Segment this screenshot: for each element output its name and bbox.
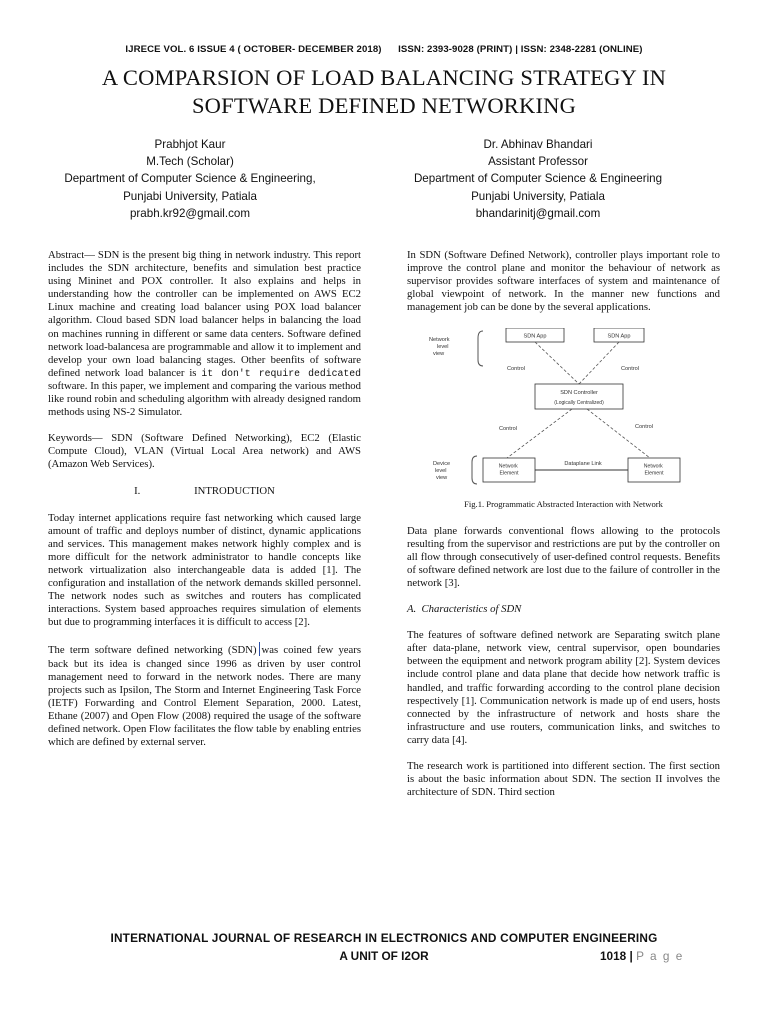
device-level-view-line2: level <box>435 468 447 475</box>
sdn-diagram <box>407 328 720 490</box>
abstract-text-b: software. In this paper, we implement and comparing the various method like round robin and scheduling algorithm with already designed random methods using NS-2 Simulator. <box>48 379 361 419</box>
network-element-1-line1: Network <box>498 463 518 470</box>
author-email: prabh.kr92@gmail.com <box>129 206 251 220</box>
footer-page-number <box>600 949 684 963</box>
network-element-label-1 <box>499 464 519 477</box>
network-level-view-line1: Network <box>429 337 450 344</box>
footer-journal-name: INTERNATIONAL JOURNAL OF RESEARCH IN ELECTRONICS AND COMPUTER ENGINEERING <box>110 931 658 945</box>
section-title: INTRODUCTION <box>194 484 275 497</box>
device-level-view-line3: view <box>436 475 448 482</box>
page-footer <box>0 931 768 963</box>
control-link-ur <box>579 342 619 384</box>
intro-paragraph-1: Today internet applications require fast networking which caused large amount of traffic and deploys number of distinct, dynamic applications and services. This management makes network highly complex and is more difficult for the network administrator to handle concepts like network virtualization also interchangeable data is added [1]. The configuration and installation of the network demands skilled personnel. The network nodes such as switches and routers has complicated interactions. System based approaches requires simulation of elements but due to programming interfaces it is difficult to access [2]. <box>48 511 361 629</box>
section-heading-introduction <box>48 485 361 498</box>
right-paragraph-4: The research work is partitioned into different section. The first section is about the basic information about SDN. The section II involves the architecture of SDN. Third section <box>407 759 720 799</box>
author-1 <box>40 136 340 222</box>
author-role: M.Tech (Scholar) <box>146 155 234 169</box>
author-department: Department of Computer Science & Engineering, <box>64 172 316 186</box>
abstract <box>48 249 361 419</box>
network-level-view-label <box>429 337 451 357</box>
network-level-view-line3: view <box>433 351 445 358</box>
author-university: Punjabi University, Patiala <box>123 189 257 203</box>
sdn-controller-label: SDN Controller <box>560 390 598 397</box>
left-column <box>48 249 361 762</box>
author-role: Assistant Professor <box>488 155 588 169</box>
page-separator: | <box>629 949 633 963</box>
right-column <box>407 249 720 812</box>
sdn-controller-sublabel: (Logically Centralized) <box>554 400 604 407</box>
control-label-ur: Control <box>621 366 640 373</box>
keywords: Keywords— SDN (Software Defined Networking), EC2 (Elastic Compute Cloud), VLAN (Virtual Local Area network) and AWS (Amazon Web Services). <box>48 432 361 471</box>
network-element-1-line2: Element <box>499 470 519 477</box>
device-level-bracket <box>472 456 477 484</box>
page-word: P a g e <box>636 949 684 963</box>
right-paragraph-1: In SDN (Software Defined Network), controller plays important role to improve the control plane and monitor the behaviour of network as supervisor provides software interfaces of system and maintenance of global viewpoint of network. In the manner new functions and management job can be done by the several applications. <box>407 249 720 314</box>
sdn-app-label-2: SDN App <box>607 333 631 340</box>
footer-unit: A UNIT OF I2OR <box>339 949 429 963</box>
right-paragraph-2: Data plane forwards conventional flows allowing to the protocols resulting from the supervisor and restrictions are put by the controller on all flow through consecutively of user-defined control requests. Benefits of software defined network are lost due to the failure of controller in the network [3]. <box>407 524 720 589</box>
control-label-ll: Control <box>499 426 518 433</box>
intro-p2-text-a: The term software defined networking (SDN) <box>48 644 257 657</box>
title-line-1: A COMPARSION OF LOAD BALANCING STRATEGY IN <box>101 65 667 90</box>
control-label-ul: Control <box>507 366 526 373</box>
abstract-text-a: Abstract— SDN is the present big thing in network industry. This report includes the SDN architecture, benefits and simulation best practice using Mininet and POX controller. It also explains and helps in understanding how the controller can be implemented on AWS EC2 Linux machine and creating load balancer using POX load balancer algorithm. Cloud based SDN load balancer helps in balancing the load on machines running in different or same data centers. Software defined network load-balancesa are programmable and allow it to implement and develop your own load balancing stages. Other beenfits of software defined network load balancer is <box>48 249 361 379</box>
author-name: Dr. Abhinav Bhandari <box>483 138 593 151</box>
author-department: Department of Computer Science & Engineering <box>413 172 663 186</box>
control-link-ll <box>507 409 572 458</box>
device-level-view-label <box>433 461 452 481</box>
intro-p2-text-b: was coined few years back but its idea is changed since 1996 as driven by user control management need to forward in the network nodes. There are many projects such as Ipsilon, The Storm and Internet Engineering Task Force (IETF) Forwarding and Control Element Separation, 2000. Latest, Ethane (2007) and Open Flow (2008) required the usage of the software defined network. Open Flow facilitates the flow table by enabling entries which are defined by external server. <box>48 644 361 749</box>
subsection-heading: A. Characteristics of SDN <box>407 603 522 616</box>
network-element-2-line2: Element <box>644 470 664 477</box>
figure-caption: Fig.1. Programmatic Abstracted Interaction with Network <box>464 499 663 510</box>
author-2 <box>348 136 728 222</box>
sdn-architecture-figure <box>407 328 720 490</box>
network-element-label-2 <box>644 464 664 477</box>
control-label-lr: Control <box>635 424 654 431</box>
journal-header: IJRECE VOL. 6 ISSUE 4 ( OCTOBER- DECEMBER 2018) ISSN: 2393-9028 (PRINT) | ISSN: 2348-2281 (ONLINE) <box>125 44 643 55</box>
control-link-lr <box>587 409 650 458</box>
title-line-2: SOFTWARE DEFINED NETWORKING <box>191 93 577 118</box>
network-level-bracket <box>478 331 483 366</box>
text-cursor-mark <box>259 642 260 656</box>
intro-paragraph-2 <box>48 642 361 749</box>
page-number: 1018 <box>600 949 627 963</box>
paper-title <box>40 64 728 120</box>
network-level-view-line2: level <box>437 344 449 351</box>
author-email: bhandarinitj@gmail.com <box>475 206 601 220</box>
network-element-2-line1: Network <box>643 463 663 470</box>
dataplane-link-label: Dataplane Link <box>564 461 602 468</box>
author-university: Punjabi University, Patiala <box>471 189 605 203</box>
right-paragraph-3: The features of software defined network are Separating switch plane after data-plane, network view, central supervisor, open boundaries between the equipment and network program ability [2]. System devices include control plane and data plane that decide how network traffic is handled, and traffic forwarding according to the control plane decision respectively [1]. Communication network is made up of end users, hosts connected by the infrastructure of network and hosts share the infrastructure and use routers, communication links, and switches to carry data [4]. <box>407 629 720 746</box>
control-link-ul <box>535 342 579 384</box>
author-name: Prabhjot Kaur <box>154 138 226 151</box>
abstract-mono-text: it don't require dedicated <box>201 367 361 379</box>
device-level-view-line1: Device <box>433 461 451 468</box>
sdn-app-label-1: SDN App <box>523 333 547 340</box>
section-number: I. <box>134 484 141 497</box>
